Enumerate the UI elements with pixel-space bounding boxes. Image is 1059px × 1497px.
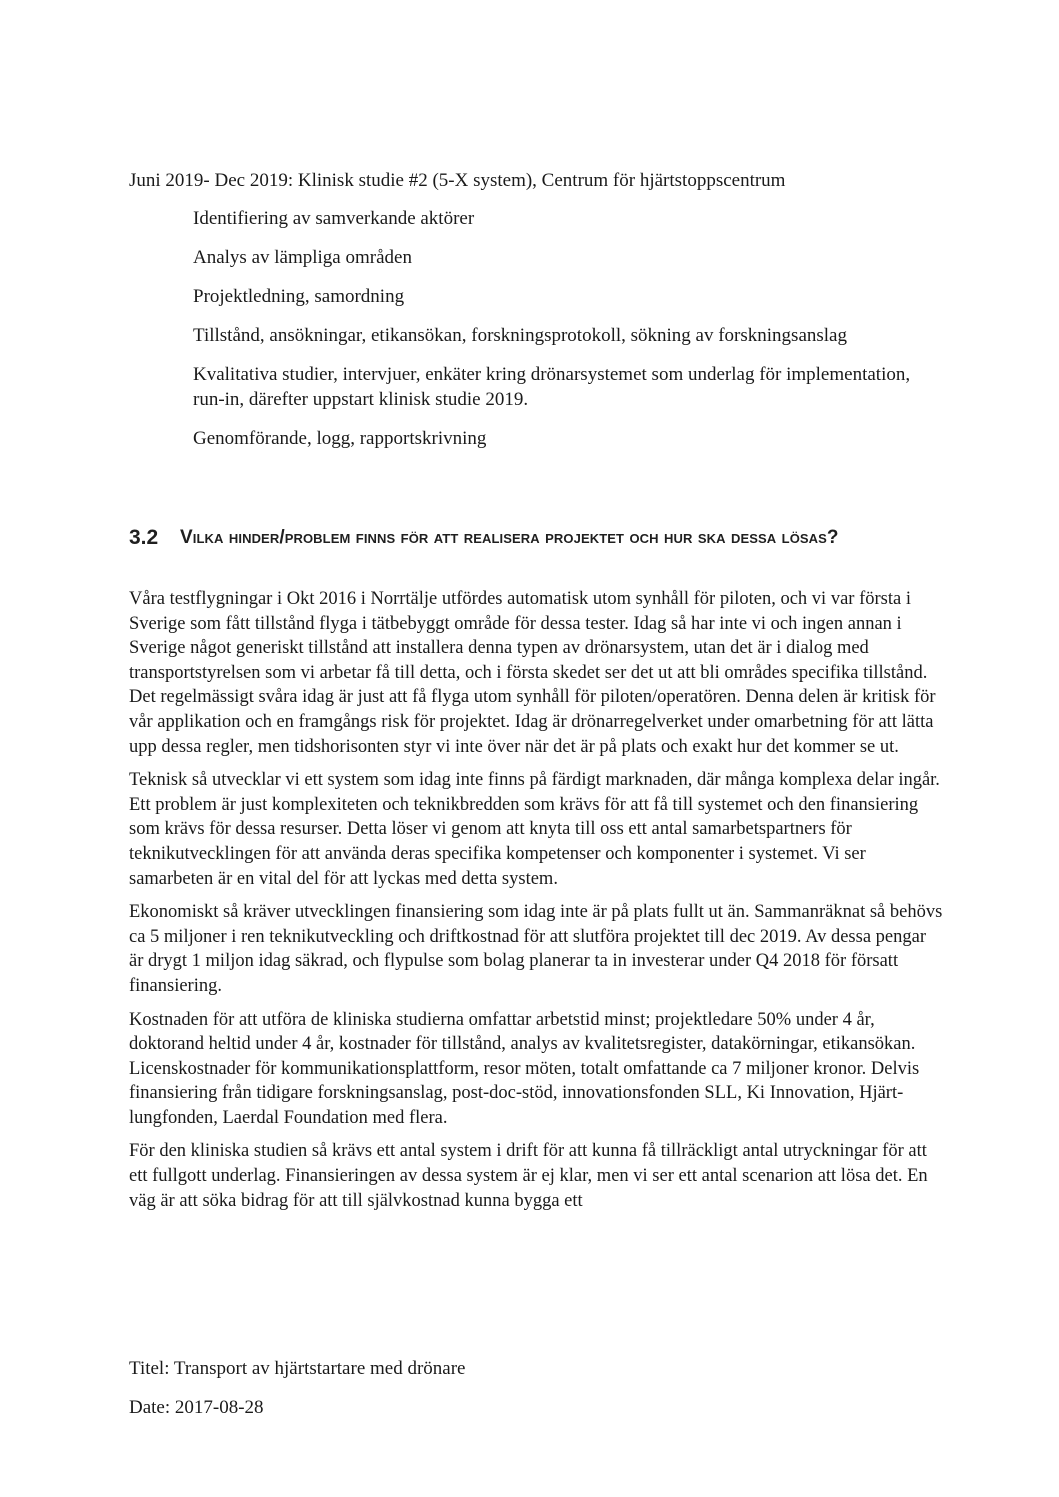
page-footer: [129, 1356, 829, 1434]
section-title: Vilka hinder/problem finns för att realisera projektet och hur ska dessa lösas?: [180, 527, 839, 548]
paragraph: Teknisk så utvecklar vi ett system som idag inte finns på färdigt marknaden, där många komplexa delar ingår. Ett problem är just komplexiteten och teknikbredden som krävs för att få till systemet och den finansiering som krävs för dessa resurser. Detta löser vi genom att knyta till oss ett antal samarbetspartners för teknikutvecklingen för att använda deras specifika kompetenser och komponenter i systemet. Vi ser samarbeten är en vital del för att lyckas med detta system.: [129, 770, 940, 889]
paragraph: För den kliniska studien så krävs ett antal system i drift för att kunna få tillräckligt antal utryckningar för att ett fullgott underlag. Finansieringen av dessa system är ej klar, men vi ser ett antal scenarion att lösa det. En väg är att söka bidrag för att till självkostnad kunna bygga ett: [129, 1141, 928, 1211]
task-item: Genomförande, logg, rapportskrivning: [193, 428, 487, 449]
paragraph: Ekonomiskt så kräver utvecklingen finansiering som idag inte är på plats fullt ut än. Sammanräknat så behövs ca 5 miljoner i ren teknikutveckling och driftkostnad för att slutföra projektet till dec 2019. Av dessa pengar är drygt 1 miljon idag säkrad, och flypulse som bolag planerar ta in investerar under Q4 2018 för försatt finansiering.: [129, 902, 943, 996]
section-heading: [129, 523, 929, 553]
task-item: Projektledning, samordning: [193, 286, 405, 307]
footer-date: Date: 2017-08-28: [129, 1397, 264, 1418]
footer-title: Titel: Transport av hjärtstartare med drönare: [129, 1358, 466, 1379]
task-item: Tillstånd, ansökningar, etikansökan, forskningsprotokoll, sökning av forskningsanslag: [193, 325, 847, 346]
task-item: Kvalitativa studier, intervjuer, enkäter kring drönarsystemet som underlag för implementation, run-in, därefter uppstart klinisk studie 2019.: [193, 364, 911, 410]
paragraph: Kostnaden för att utföra de kliniska studierna omfattar arbetstid minst; projektledare 50% under 4 år, doktorand heltid under 4 år, kostnader för tillstånd, analys av kvalitetsregister, datakörningar, etikansökan. Licenskostnader för kommunikationsplattform, resor möten, totalt omfattande ca 7 miljoner kronor. Delvis finansiering från tidigare forskningsanslag, post-doc-stöd, innovationsfonden SLL, Ki Innovation, Hjärt-lungfonden, Laerdal Foundation med flera.: [129, 1009, 920, 1128]
task-item: Analys av lämpliga områden: [193, 247, 412, 268]
timeline-heading: Juni 2019- Dec 2019: Klinisk studie #2 (5-X system), Centrum för hjärtstoppscentrum: [129, 170, 786, 191]
task-list: [193, 206, 923, 465]
task-item: Identifiering av samverkande aktörer: [193, 208, 475, 229]
section-body: [129, 587, 944, 1222]
section-number: 3.2: [129, 526, 159, 549]
paragraph: Våra testflygningar i Okt 2016 i Norrtälje utfördes automatisk utom synhåll för piloten, och vi var första i Sverige som fått tillstånd flyga i tätbebyggt område för dessa tester. Idag så har inte vi och ingen annan i Sverige något generiskt tillstånd att installera denna typen av drönarsystem, utan det är i dialog med transportstyrelsen som vi arbetar få till detta, och i första skedet ser det ut att bli områdes specifika tillstånd. Det regelmässigt svåra idag är just att få flyga utom synhåll för piloten/operatören. Denna delen är kritisk för vår applikation och en framgångs risk för projektet. Idag är drönarregelverket under omarbetning för att lätta upp dessa regler, men tidshorisonten styr vi inte över när det är på plats och exakt hur det kommer se ut.: [129, 589, 936, 757]
